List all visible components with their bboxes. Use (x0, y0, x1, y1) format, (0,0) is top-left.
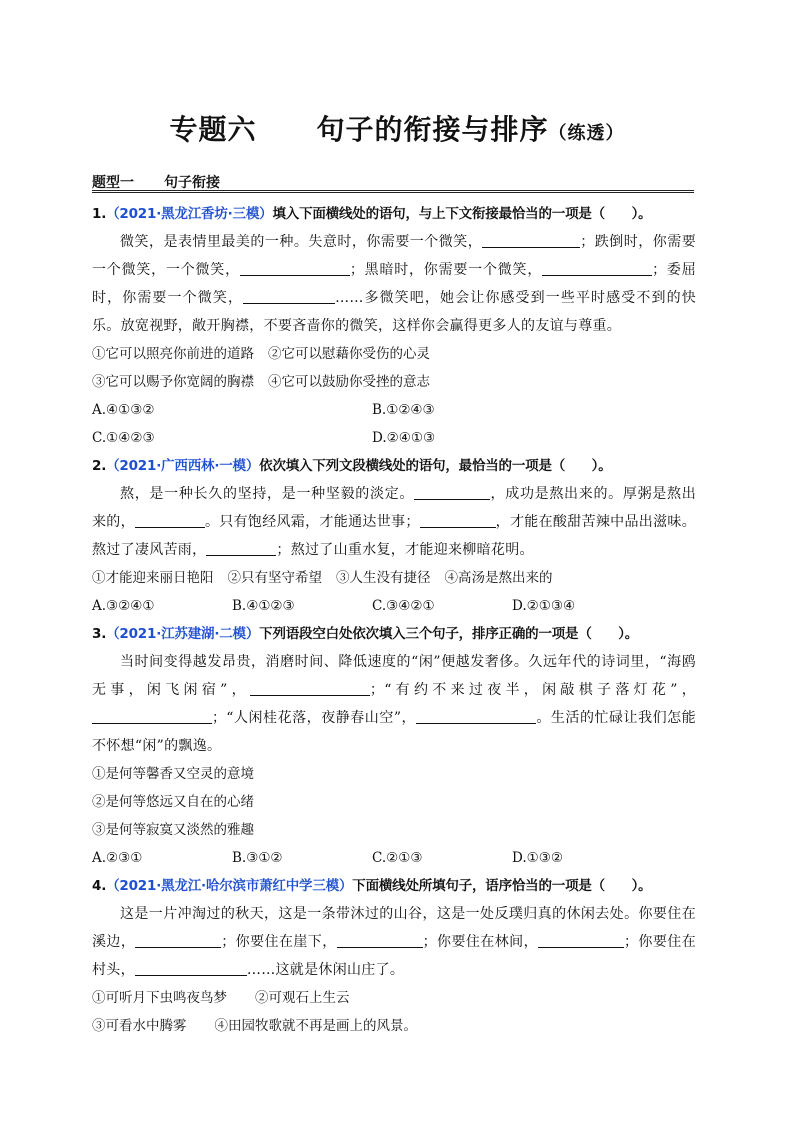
answer-blank[interactable] (482, 231, 580, 248)
answer-option-a[interactable]: A.③②④① (92, 598, 155, 614)
question-source: （2021·广西西林·一模） (106, 458, 260, 474)
answer-blank[interactable] (135, 511, 205, 528)
question-3-option: ②是何等悠远又自在的心绪 (92, 794, 254, 810)
question-2-answers (92, 592, 696, 620)
question-stem: 填入下面横线处的语句，与上下文衔接最恰当的一项是（ ）。 (272, 206, 652, 222)
title-topic: 句子的衔接与排序 (316, 113, 549, 146)
question-4-passage: 这是一片冲淘过的秋天，这是一条带沐过的山谷，这是一处反璞归真的休闲去处。你要住在溪边， ；你要住在崖下， ；你要住在林间， ；你要住在村头， ……这就是休闲山庄了。 (92, 906, 696, 978)
answer-option-a[interactable]: A.②③① (92, 850, 143, 866)
question-source: （2021·江苏建湖·二模） (106, 626, 260, 642)
question-stem: 依次填入下列文段横线处的语句，最恰当的一项是（ ）。 (259, 458, 612, 474)
questions-content (92, 200, 696, 1040)
title-sub: （练透） (548, 123, 625, 144)
question-3-heading (92, 620, 696, 648)
answer-blank[interactable] (250, 679, 370, 696)
question-1-options: ①它可以照亮你前进的道路 ②它可以慰藉你受伤的心灵 (92, 346, 430, 362)
answer-option-b[interactable]: B.③①② (232, 850, 283, 866)
question-stem: 下面横线处所填句子，语序恰当的一项是（ ）。 (352, 878, 652, 894)
answer-option-c[interactable]: C.③④②① (372, 598, 435, 614)
question-source: （2021·黑龙江香坊·三模） (106, 206, 273, 222)
question-source: （2021·黑龙江·哈尔滨市萧红中学三模） (106, 878, 353, 894)
answer-blank[interactable] (416, 707, 536, 724)
question-4-options: ③可看水中腾雾 ④田园牧歌就不再是画上的风景。 (92, 1018, 417, 1034)
question-stem: 下列语段空白处依次填入三个句子，排序正确的一项是（ ）。 (259, 626, 639, 642)
answer-option-d[interactable]: D.②④①③ (372, 430, 436, 446)
answer-blank[interactable] (243, 287, 335, 304)
answer-option-a[interactable]: A.④①③② (92, 402, 155, 418)
question-2-heading (92, 452, 696, 480)
question-number: 2. (92, 458, 107, 474)
answer-option-b[interactable]: B.①②④③ (372, 402, 435, 418)
question-4-heading (92, 872, 696, 900)
title-main: 专题六 (169, 113, 257, 146)
question-number: 1. (92, 206, 107, 222)
question-1-heading (92, 200, 696, 228)
answer-blank[interactable] (135, 959, 247, 976)
question-1-passage: 微笑，是表情里最美的一种。失意时，你需要一个微笑， ；跌倒时，你需要一个微笑，一个微笑， ；黑暗时，你需要一个微笑， ；委屈时，你需要一个微笑， ……多微笑吧，她会让你感受到一些平时感受不到的快乐。放宽视野，敞开胸襟，不要吝啬你的微笑，这样你会赢得更多人的友谊与尊重。 (92, 228, 696, 340)
question-1-answers (92, 396, 696, 424)
question-2-passage: 熬，是一种长久的坚持，是一种坚毅的淡定。 ，成功是熬出来的。厚粥是熬出来的， 。只有饱经风霜，才能通达世事； ，才能在酸甜苦辣中品出滋味。熬过了凄风苦雨， ；熬过了山重水复，才能迎来柳暗花明。 (92, 480, 696, 564)
answer-blank[interactable] (542, 259, 652, 276)
answer-blank[interactable] (240, 259, 350, 276)
answer-blank[interactable] (538, 931, 624, 948)
answer-option-d[interactable]: D.①③② (512, 850, 563, 866)
answer-blank[interactable] (92, 707, 212, 724)
question-4-options: ①可听月下虫鸣夜鸟梦 ②可观石上生云 (92, 990, 350, 1006)
question-3-option: ①是何等馨香又空灵的意境 (92, 766, 254, 782)
answer-option-c[interactable]: C.②①③ (372, 850, 423, 866)
question-1-options: ③它可以赐予你宽阔的胸襟 ④它可以鼓励你受挫的意志 (92, 374, 430, 390)
question-number: 4. (92, 878, 107, 894)
section-label: 题型一 (92, 175, 134, 191)
answer-blank[interactable] (206, 539, 276, 556)
answer-blank[interactable] (135, 931, 221, 948)
question-3-answers (92, 844, 696, 872)
question-3-option: ③是何等寂寞又淡然的雅趣 (92, 822, 254, 838)
question-number: 3. (92, 626, 107, 642)
question-2-options: ①才能迎来丽日艳阳 ②只有坚守希望 ③人生没有捷径 ④高汤是熬出来的 (92, 570, 553, 586)
answer-option-b[interactable]: B.④①②③ (232, 598, 295, 614)
page-title (0, 108, 794, 148)
question-1-answers (92, 424, 696, 452)
answer-option-c[interactable]: C.①④②③ (92, 430, 155, 446)
answer-option-d[interactable]: D.②①③④ (512, 598, 576, 614)
section-name: 句子衔接 (164, 175, 220, 191)
section-heading (92, 172, 694, 193)
answer-blank[interactable] (420, 511, 496, 528)
question-3-passage: 当时间变得越发昂贵，消磨时间、降低速度的“闲”便越发奢侈。久远年代的诗词里，“海鸥无事，闲飞闲宿”， ；“有约不来过夜半，闲敲棋子落灯花”，；“人闲桂花落，夜静春山空”， 。生活的忙碌让我们怎能不怀想“闲”的飘逸。 (92, 654, 697, 754)
answer-blank[interactable] (414, 483, 490, 500)
answer-blank[interactable] (337, 931, 423, 948)
